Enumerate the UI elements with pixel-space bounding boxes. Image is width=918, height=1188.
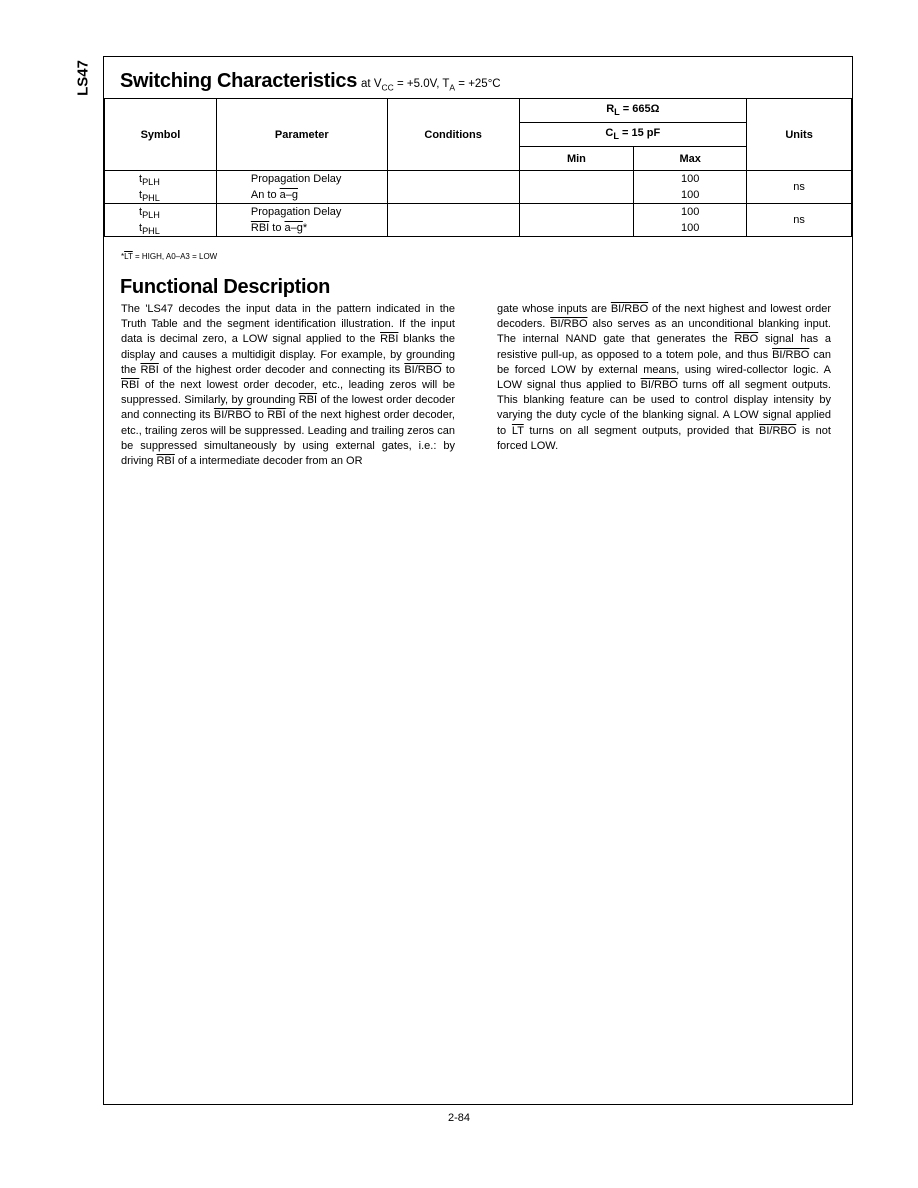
- signal-name: $\overline{RBI}$: [121, 379, 140, 392]
- header-parameter: Parameter: [216, 99, 387, 171]
- header-max: Max: [634, 147, 747, 171]
- sym-t: t: [139, 206, 143, 218]
- param-suffix: *: [302, 222, 308, 234]
- units-cell: ns: [747, 171, 852, 204]
- rl-value: = 665Ω: [619, 103, 660, 116]
- sym-sub: PHL: [142, 193, 160, 204]
- paragraph-text: of the next highest order decoder, etc., trailing zeros will be suppressed. Leading and trailing zeros can be suppressed simultaneously by using external gates, i.e.: by driving: [121, 409, 455, 468]
- side-tab-label: [72, 56, 94, 100]
- functional-text-left: [121, 302, 455, 469]
- parameter-cell: [216, 204, 387, 237]
- paragraph-text: is not forced LOW.: [497, 424, 831, 452]
- symbol-cell: [105, 204, 217, 237]
- switching-title: [120, 70, 501, 93]
- max-cell: [634, 171, 747, 204]
- signal-name: $\overline{RBI}$: [298, 394, 318, 407]
- max-value: 100: [681, 206, 700, 218]
- switching-table: [104, 98, 852, 237]
- param-line-2: [251, 220, 387, 236]
- signal-name: BI/RBO: [213, 409, 252, 422]
- cond-mid: = +5.0V, T: [393, 78, 450, 90]
- header-cl: [519, 123, 747, 147]
- header-rl: [519, 99, 747, 123]
- cl-label: C: [605, 127, 614, 140]
- max-value: 100: [681, 173, 700, 185]
- symbol-tphl: [139, 220, 216, 236]
- paragraph-text: can be forced LOW by external means, using wired-collector logic. A LOW signal thus applied to: [497, 348, 831, 392]
- symbol-tphl: [139, 187, 216, 203]
- signal-name: BI/RBO: [640, 379, 678, 392]
- param-line-1: Propagation Delay: [250, 206, 342, 218]
- signal-name: $\overline{RBI}$: [267, 409, 286, 422]
- max-value: 100: [681, 189, 700, 201]
- parameter-cell: [216, 171, 387, 204]
- paragraph-text: signal has a resistive pull-up, as opposed to a totem pole, and thus: [497, 333, 831, 361]
- rl-label: R: [606, 103, 615, 116]
- paragraph-text: turns off all segment outputs. This blanking feature can be used to control display intensity by varying the duty cycle of the blanking signal. A LOW signal applied to: [497, 379, 831, 437]
- header-symbol: Symbol: [105, 99, 217, 171]
- device-label: LS47: [74, 60, 92, 96]
- switching-conditions: [361, 78, 501, 93]
- sym-sub: PLH: [142, 177, 160, 188]
- signal-name: BI/RBO: [759, 424, 797, 437]
- paragraph-text: to: [441, 363, 455, 376]
- footnote-text: = HIGH, A0–A3 = LOW: [132, 252, 218, 261]
- paragraph-text: of a intermediate decoder from an OR: [174, 455, 363, 468]
- max-value: 100: [681, 222, 700, 234]
- footnote-lt: $\overline{LT}$: [124, 252, 133, 261]
- conditions-cell: [387, 171, 519, 204]
- table-footnote: [121, 252, 217, 261]
- signal-name: $\overline{RBO}$: [734, 333, 759, 346]
- signal-name: $\overline{RBI}$: [156, 455, 175, 468]
- sym-t: t: [139, 189, 143, 201]
- functional-text-right: [497, 302, 831, 454]
- param-overline: a–g: [284, 222, 303, 234]
- signal-name: $\overline{RBI}$: [140, 363, 159, 376]
- cond-ta-sub: A: [449, 82, 456, 93]
- sym-sub: PLH: [142, 210, 160, 221]
- paragraph-text: The 'LS47 decodes the input data in the pattern indicated in the Truth Table and the segment identification illustration. If the input data is decimal zero, a LOW signal applied to the: [121, 303, 455, 346]
- signal-name: BI/RBO: [404, 363, 442, 376]
- page-number: 2-84: [447, 1112, 471, 1124]
- paragraph-text: of the next lowest order decoder, etc., leading zeros will be suppressed. Similarly, by grounding: [121, 379, 455, 407]
- switching-heading: Switching Characteristics: [120, 70, 358, 92]
- cond-vcc-sub: CC: [381, 82, 394, 93]
- paragraph-text: turns on all segment outputs, provided that: [523, 424, 760, 437]
- header-conditions: Conditions: [387, 99, 519, 171]
- table-row: [105, 171, 852, 204]
- signal-name: BI/RBO: [772, 348, 810, 361]
- cl-value: = 15 pF: [618, 127, 661, 140]
- sym-t: t: [139, 222, 143, 234]
- rl-sub: L: [614, 107, 620, 118]
- table-row: [105, 204, 852, 237]
- cond-prefix: at V: [361, 78, 382, 90]
- param-line-2: [251, 187, 387, 203]
- param-overline: a–g: [279, 189, 298, 201]
- header-min: Min: [519, 147, 634, 171]
- cl-sub: L: [613, 131, 619, 142]
- cond-end: = +25°C: [455, 78, 501, 90]
- param-text: An to: [250, 189, 280, 201]
- symbol-cell: [105, 171, 217, 204]
- footnote-star: *: [121, 252, 125, 261]
- sym-t: t: [139, 173, 143, 185]
- min-cell: [519, 171, 634, 204]
- min-cell: [519, 204, 634, 237]
- symbol-tplh: [139, 171, 216, 187]
- signal-name: $\overline{LT}$: [511, 424, 524, 437]
- header-units: Units: [747, 99, 852, 171]
- signal-name: BI/RBO: [550, 318, 588, 331]
- paragraph-text: of the highest order decoder and connecting its: [158, 363, 405, 376]
- param-overline-lead: $\overline{RBI}$: [250, 222, 270, 234]
- paragraph-text: also serves as an unconditional blanking input. The internal NAND gate that generates the: [497, 318, 831, 346]
- paragraph-text: blanks the display and causes a multidigit display. For example, by grounding the: [121, 333, 455, 376]
- sym-sub: PHL: [142, 226, 160, 237]
- conditions-cell: [387, 204, 519, 237]
- paragraph-text: gate whose inputs are: [497, 303, 611, 315]
- symbol-tplh: [139, 204, 216, 220]
- paragraph-text: of the next highest and lowest order decoders.: [497, 303, 831, 331]
- param-line-1: Propagation Delay: [250, 173, 342, 185]
- signal-name: $\overline{RBI}$: [380, 333, 399, 346]
- table-header-row: [105, 99, 852, 123]
- paragraph-text: to: [251, 409, 268, 422]
- param-text: to: [269, 222, 285, 234]
- max-cell: [634, 204, 747, 237]
- paragraph-text: of the lowest order decoder and connecting its: [121, 394, 456, 422]
- signal-name: BI/RBO: [610, 303, 649, 315]
- units-cell: ns: [747, 204, 852, 237]
- functional-description-heading: Functional Description: [120, 276, 331, 298]
